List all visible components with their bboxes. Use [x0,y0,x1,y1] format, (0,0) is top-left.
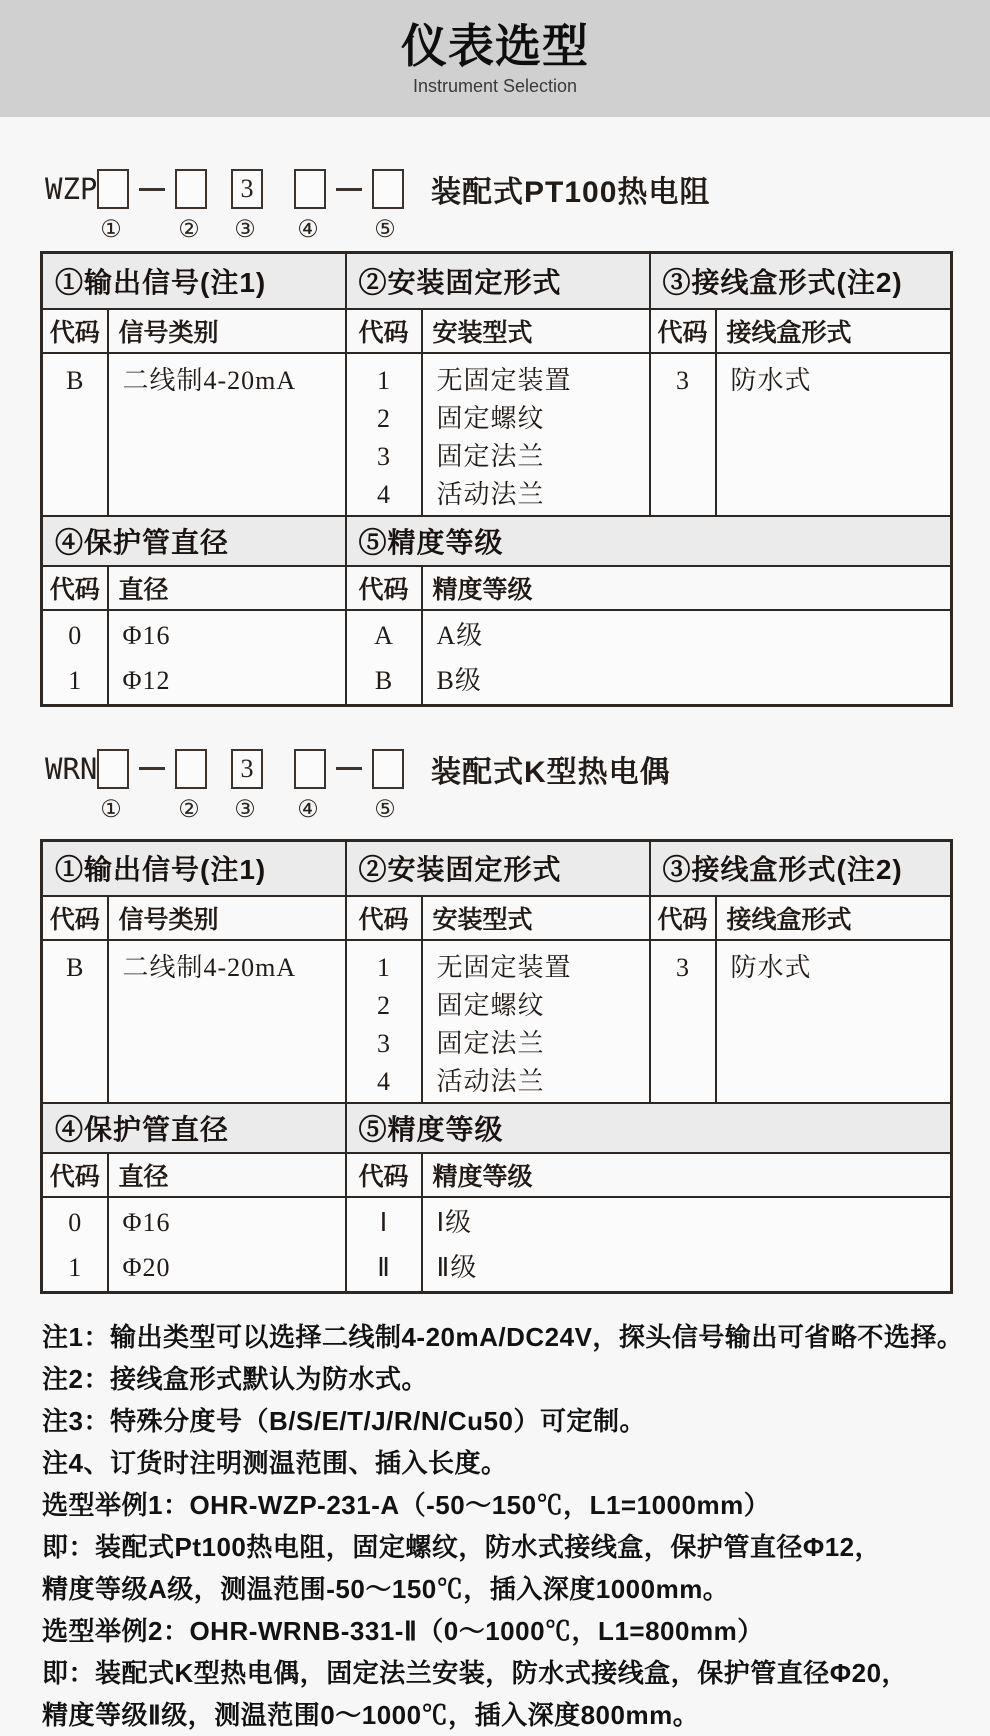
value-header: 直径 [108,566,346,610]
section-title-mounting: ②安装固定形式 [346,840,650,896]
code-line: 1 [68,1253,82,1282]
value-line: 固定螺纹 [436,991,545,1020]
page-title: 仪表选型 [401,20,589,72]
code-cell [650,940,716,1103]
value-line: B级 [436,665,482,695]
model-code-box-3: 3 [231,169,263,209]
code-header: 代码 [42,1153,108,1197]
value-header: 信号类别 [108,896,346,940]
model-code-box-4 [294,749,326,789]
example-1-title: 选型举例1：OHR-WZP-231-A（-50～150℃，L1=1000mm） [42,1490,771,1520]
value-line: Ⅱ级 [436,1253,478,1282]
code-header: 代码 [346,566,422,610]
code-line: 2 [377,991,391,1020]
dash-separator [336,188,362,191]
value-header: 安装型式 [422,896,650,940]
model-prefix: WRN [45,751,98,786]
selection-table-wrn [40,839,953,1295]
code-header: 代码 [346,1153,422,1197]
section-title-mounting: ②安装固定形式 [346,253,650,309]
position-marker-2: ② [178,217,200,243]
model-code-box-2 [175,169,207,209]
value-cell [422,353,650,516]
value-line: Φ16 [122,1208,171,1237]
model-description: 装配式PT100热电阻 [431,176,711,209]
code-cell [42,940,108,1103]
position-marker-1: ① [100,217,122,243]
value-cell [716,940,952,1103]
model-code-box-5 [372,749,404,789]
section-title-accuracy: ⑤精度等级 [346,1103,952,1153]
model-description: 装配式K型热电偶 [431,755,671,789]
value-cell [108,353,346,516]
code-cell [346,940,422,1103]
selection-table-wzp [40,251,953,707]
position-marker-2: ② [178,796,200,823]
code-line: 0 [68,1208,82,1237]
value-line: 防水式 [730,953,812,982]
code-line: A [374,620,393,650]
code-line: 3 [676,365,690,395]
section-title-output-signal: ①输出信号(注1) [42,253,346,309]
model-code-box-1 [97,169,129,209]
value-header: 精度等级 [422,566,952,610]
code-line: 4 [377,479,391,509]
model-code-row-wzp [45,163,990,215]
value-cell [422,940,650,1103]
section-title-tube-diameter: ④保护管直径 [42,516,346,566]
value-header: 接线盒形式 [716,896,952,940]
position-marker-5: ⑤ [374,796,396,823]
model-prefix: WZP [45,172,98,206]
code-line: 1 [377,953,391,982]
code-line: 3 [377,1029,391,1058]
code-cell [346,1197,422,1293]
code-line: B [66,953,84,982]
section-title-accuracy: ⑤精度等级 [346,516,952,566]
code-header: 代码 [346,896,422,940]
value-cell [108,610,346,706]
dash-separator [336,767,362,770]
code-header: 代码 [42,896,108,940]
code-header: 代码 [42,309,108,353]
note-3: 注3：特殊分度号（B/S/E/T/J/R/N/Cu50）可定制。 [42,1406,646,1436]
code-line: 0 [68,620,82,650]
section-title-junction-box: ③接线盒形式(注2) [650,840,952,896]
code-header: 代码 [42,566,108,610]
code-line: B [66,365,84,395]
value-cell [716,353,952,516]
position-marker-3: ③ [234,796,256,823]
section-title-junction-box: ③接线盒形式(注2) [650,253,952,309]
code-cell [346,610,422,706]
position-marker-4: ④ [297,796,319,823]
value-line: 无固定装置 [436,365,572,395]
model-code-box-1 [97,749,129,789]
value-line: 防水式 [730,365,812,395]
code-cell [42,353,108,516]
notes-section [42,1316,990,1736]
code-line: 1 [68,665,82,695]
value-header: 直径 [108,1153,346,1197]
example-1-detail-2: 精度等级A级，测温范围-50～150℃，插入深度1000mm。 [42,1574,730,1604]
example-2-detail-2: 精度等级Ⅱ级，测温范围0～1000℃，插入深度800mm。 [42,1700,700,1730]
value-header: 接线盒形式 [716,309,952,353]
value-line: 活动法兰 [436,479,545,509]
example-2-detail-1: 即：装配式K型热电偶，固定法兰安装，防水式接线盒，保护管直径Φ20， [42,1658,909,1688]
page-subtitle: Instrument Selection [412,76,578,96]
value-line: Ⅰ级 [436,1208,473,1237]
code-line: 1 [377,365,391,395]
header-band [0,0,990,117]
note-1: 注1：输出类型可以选择二线制4-20mA/DC24V，探头信号输出可省略不选择。 [42,1322,964,1352]
code-line: B [374,665,393,695]
position-markers [0,795,990,825]
value-line: 二线制4-20mA [122,953,297,982]
code-cell [42,610,108,706]
code-line: 4 [377,1067,391,1096]
example-2-title: 选型举例2：OHR-WRNB-331-Ⅱ（0～1000℃，L1=800mm） [42,1616,764,1646]
value-line: 无固定装置 [436,953,572,982]
model-code-box-4 [294,169,326,209]
code-header: 代码 [650,896,716,940]
value-header: 精度等级 [422,1153,952,1197]
value-line: 二线制4-20mA [122,365,297,395]
code-header: 代码 [650,309,716,353]
value-line: Φ16 [122,620,171,650]
value-line: 固定法兰 [436,441,545,471]
code-cell [650,353,716,516]
value-line: A级 [436,620,484,650]
value-cell [422,1197,952,1293]
value-line: 活动法兰 [436,1067,545,1096]
example-1-detail-1: 即：装配式Pt100热电阻，固定螺纹，防水式接线盒，保护管直径Φ12， [42,1532,882,1562]
value-line: Φ20 [122,1253,171,1282]
value-header: 安装型式 [422,309,650,353]
code-line: Ⅰ [379,1208,388,1237]
dash-separator [139,188,165,191]
position-marker-1: ① [100,796,122,823]
position-marker-4: ④ [297,217,319,243]
section-title-output-signal: ①输出信号(注1) [42,840,346,896]
note-4: 注4、订货时注明测温范围、插入长度。 [42,1448,508,1478]
value-line: 固定法兰 [436,1029,545,1058]
code-line: 3 [377,441,391,471]
code-header: 代码 [346,309,422,353]
value-line: Φ12 [122,665,171,695]
code-line: 3 [676,953,690,982]
value-cell [108,940,346,1103]
value-cell [422,610,952,706]
model-code-row-wrn [45,743,990,795]
code-cell [346,353,422,516]
model-code-box-3: 3 [231,749,263,789]
code-line: 2 [377,403,391,433]
value-cell [108,1197,346,1293]
model-code-box-5 [372,169,404,209]
section-title-tube-diameter: ④保护管直径 [42,1103,346,1153]
value-line: 固定螺纹 [436,403,545,433]
value-header: 信号类别 [108,309,346,353]
code-line: Ⅱ [377,1253,390,1282]
position-markers [0,215,990,245]
dash-separator [139,767,165,770]
position-marker-3: ③ [234,217,256,243]
note-2: 注2：接线盒形式默认为防水式。 [42,1364,428,1394]
code-cell [42,1197,108,1293]
position-marker-5: ⑤ [374,217,396,243]
model-code-box-2 [175,749,207,789]
